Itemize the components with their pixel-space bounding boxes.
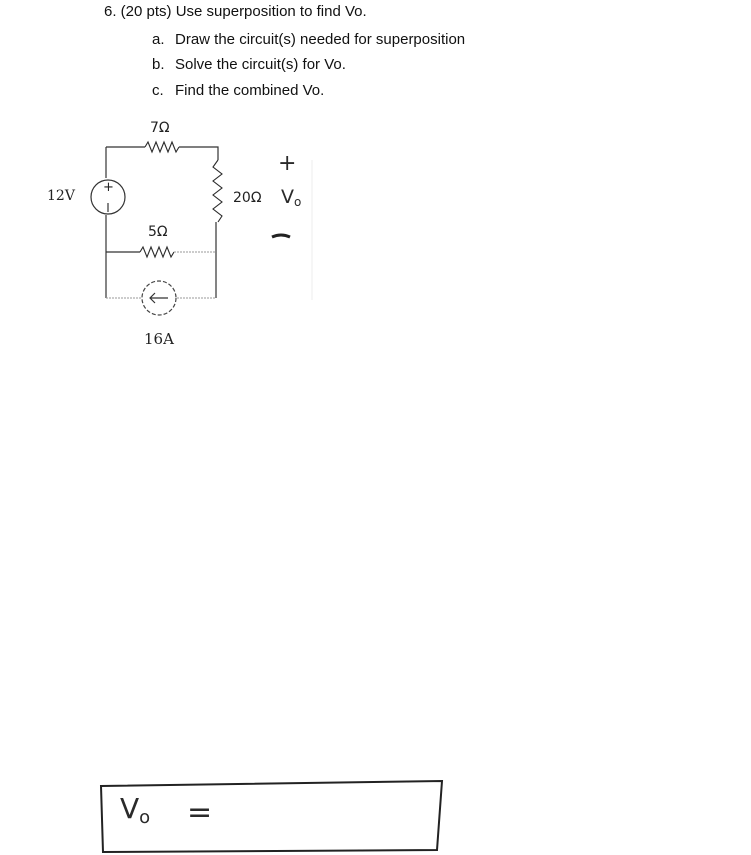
answer-label [120,792,150,828]
part-a-letter: a. [152,31,165,48]
answer-equals: = [187,795,213,830]
r-mid-label: 5Ω [148,224,168,240]
part-b-text: Solve the circuit(s) for Vo. [175,56,346,73]
part-a-text: Draw the circuit(s) needed for superposition [175,31,466,48]
vo-subscript: o [294,195,302,209]
question-title: 6. (20 pts) Use superposition to find Vo. [104,3,367,20]
answer-box-outline [101,781,442,852]
part-c-text: Find the combined Vo. [175,82,325,99]
part-b-letter: b. [152,56,165,73]
current-source-label: 16A [144,330,174,348]
r-top-label: 7Ω [150,120,170,136]
answer-subscript: o [139,807,151,828]
r-right-label: 20Ω [233,190,262,206]
vo-plus-sign: + [278,151,297,176]
voltage-source-label: 12V [47,188,75,204]
voltage-source-plus: + [103,180,114,195]
answer-letter: V [120,792,140,825]
vo-letter: V [281,186,294,208]
part-c-letter: c. [152,82,164,99]
